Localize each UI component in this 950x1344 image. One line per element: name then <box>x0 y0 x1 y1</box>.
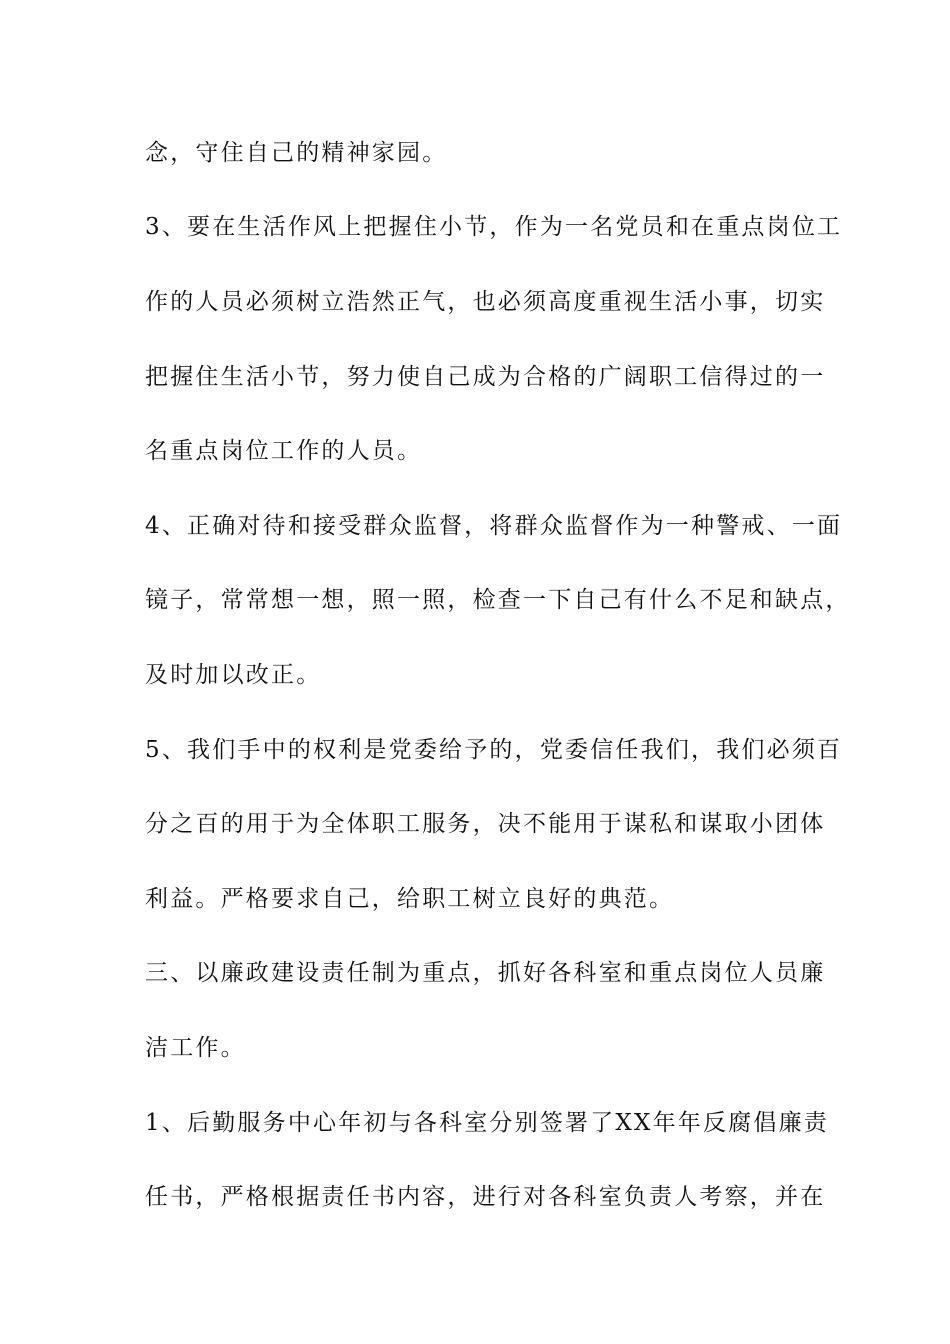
text-line: 三、以廉政建设责任制为重点，抓好各科室和重点岗位人员廉 <box>145 960 826 986</box>
text-line: 名重点岗位工作的人员。 <box>145 438 423 464</box>
text-line: 及时加以改正。 <box>145 662 322 688</box>
text-line: 3、要在生活作风上把握住小节，作为一名党员和在重点岗位工 <box>145 214 843 240</box>
text-line: 作的人员必须树立浩然正气，也必须高度重视生活小事，切实 <box>145 289 826 315</box>
text-line: 4、正确对待和接受群众监督，将群众监督作为一种警戒、一面 <box>145 513 843 539</box>
text-line: 洁工作。 <box>145 1035 246 1061</box>
text-line: 5、我们手中的权利是党委给予的，党委信任我们，我们必须百 <box>145 737 843 763</box>
text-line: 1、后勤服务中心年初与各科室分别签署了XX年年反腐倡廉责 <box>145 1110 829 1136</box>
text-line: 把握住生活小节，努力使自己成为合格的广阔职工信得过的一 <box>145 364 826 390</box>
text-line: 念，守住自己的精神家园。 <box>145 140 448 166</box>
text-line: 利益。严格要求自己，给职工树立良好的典范。 <box>145 886 675 912</box>
text-line: 镜子，常常想一想，照一照，检查一下自己有什么不足和缺点， <box>145 587 851 613</box>
text-line: 分之百的用于为全体职工服务，决不能用于谋私和谋取小团体 <box>145 811 826 837</box>
text-line: 任书，严格根据责任书内容，进行对各科室负责人考察，并在 <box>145 1184 826 1210</box>
